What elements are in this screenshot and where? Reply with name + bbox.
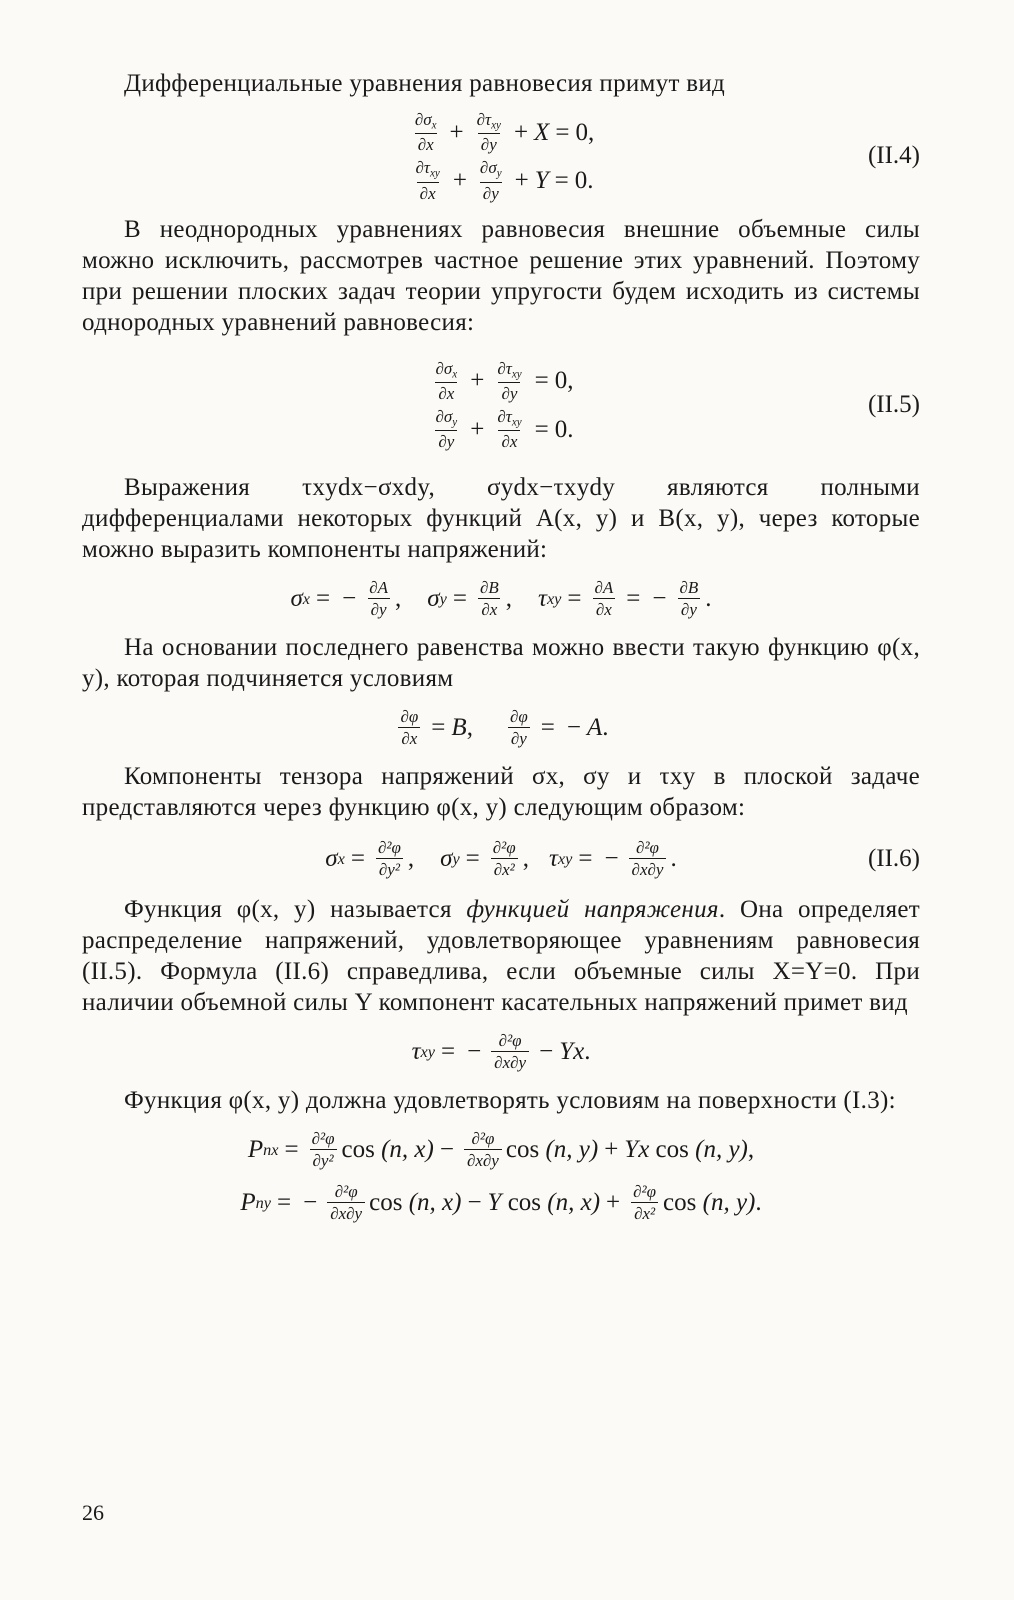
- equation-phi-conditions: [82, 708, 920, 747]
- equation-stress-from-AB: [82, 579, 920, 618]
- equation-II-6: [82, 839, 920, 878]
- equation-line: τ xy = − $\frac{\text{∂²φ}}{\partial x\partial y}$ − Yx .: [411, 1031, 591, 1073]
- equation-line: P nx = $\frac{\text{∂²φ}}{\text{∂y²}}$ cos (n, x) − $\frac{\text{∂²φ}}{\partial x\partial y}$ cos (n, y) + Yx cos (n, y) ,: [247, 1129, 755, 1171]
- equation-number: (II.5): [867, 391, 920, 419]
- paragraph: Выражения τxydx−σxdy, σydx−τxydy являются полными дифференциалами некоторых функций A(x, y) и B(x, y), через которые можно выразить компоненты напряжений:: [82, 474, 920, 564]
- paragraph: Компоненты тензора напряжений σx, σy и τxy в плоской задаче представляются через функцию φ(x, y) следующим образом:: [82, 763, 920, 822]
- equation-number: (II.6): [867, 844, 920, 872]
- equation-boundary-conditions: [82, 1130, 920, 1222]
- equation-line: $\frac{\partial\sigma_y}{\partial y}$ + $\frac{\partial\tau_{xy}}{\partial x}$ = 0.: [435, 407, 574, 452]
- equation-II-4: [82, 111, 920, 202]
- paragraph: Функция φ(x, y) должна удовлетворять условиям на поверхности (I.3):: [124, 1087, 896, 1115]
- equation-tau-with-Y: [82, 1032, 920, 1071]
- equation-line: $\frac{\partial\varphi}{\partial x}$ = B , $\frac{\partial\varphi}{\partial y}$ = − A .: [82, 708, 920, 747]
- equation-line: σ x = $\frac{\text{∂²φ}}{\text{∂y²}}$ , σ y = $\frac{\text{∂²φ}}{\text{∂x²}}$ , τ xy = − $\frac{\text{∂²φ}}{\partial x\partial y}$ .: [325, 838, 677, 880]
- equation-line: $\frac{\partial\sigma_x}{\partial x}$ + $\frac{\partial\tau_{xy}}{\partial y}$ = 0,: [435, 358, 574, 404]
- equation-II-5: [82, 360, 920, 451]
- equation-line: $\frac{\partial\tau_{xy}}{\partial x}$ + $\frac{\partial\sigma_y}{\partial y}$ + Y = 0.: [415, 158, 594, 203]
- equation-line: σ x = − $\frac{\partial A}{\partial y}$ , σ y = $\frac{\partial B}{\partial x}$ , τ xy = $\frac{\partial A}{\partial x}$ = − $\frac{\partial B}{\partial y}$ .: [290, 578, 712, 620]
- equation-number: (II.4): [867, 142, 920, 170]
- emphasis: функцией напряжения: [466, 896, 719, 924]
- page-number: 26: [82, 1500, 104, 1525]
- page-content: [82, 68, 920, 1234]
- equation-line: P ny = − $\frac{\text{∂²φ}}{\partial x\partial y}$ cos (n, x) − Y cos (n, x) + $\frac{\text{∂²φ}}{\text{∂x²}}$ cos (n, y) .: [240, 1182, 762, 1224]
- paragraph: Функция φ(x, y) называется функцией напряжения. Она определяет распределение напряжений, удовлетворяющее уравнениям равновесия (II.5). Формула (II.6) справедлива, если объемные силы X=Y=0. При наличии объемной силы Y компонент касательных напряжений примет вид: [82, 896, 920, 1017]
- paragraph: В неоднородных уравнениях равновесия внешние объемные силы можно исключить, рассмотрев частное решение этих уравнений. Поэтому при решении плоских задач теории упругости будем исходить из системы однородных уравнений равновесия:: [82, 215, 920, 336]
- equation-line: $\frac{\partial\sigma_x}{\partial x}$ + $\frac{\partial\tau_{xy}}{\partial y}$ + X = 0,: [414, 110, 595, 155]
- paragraph: На основании последнего равенства можно ввести такую функцию φ(x, y), которая подчиняется условиям: [82, 634, 920, 693]
- intro-text: Дифференциальные уравнения равновесия примут вид: [124, 70, 726, 97]
